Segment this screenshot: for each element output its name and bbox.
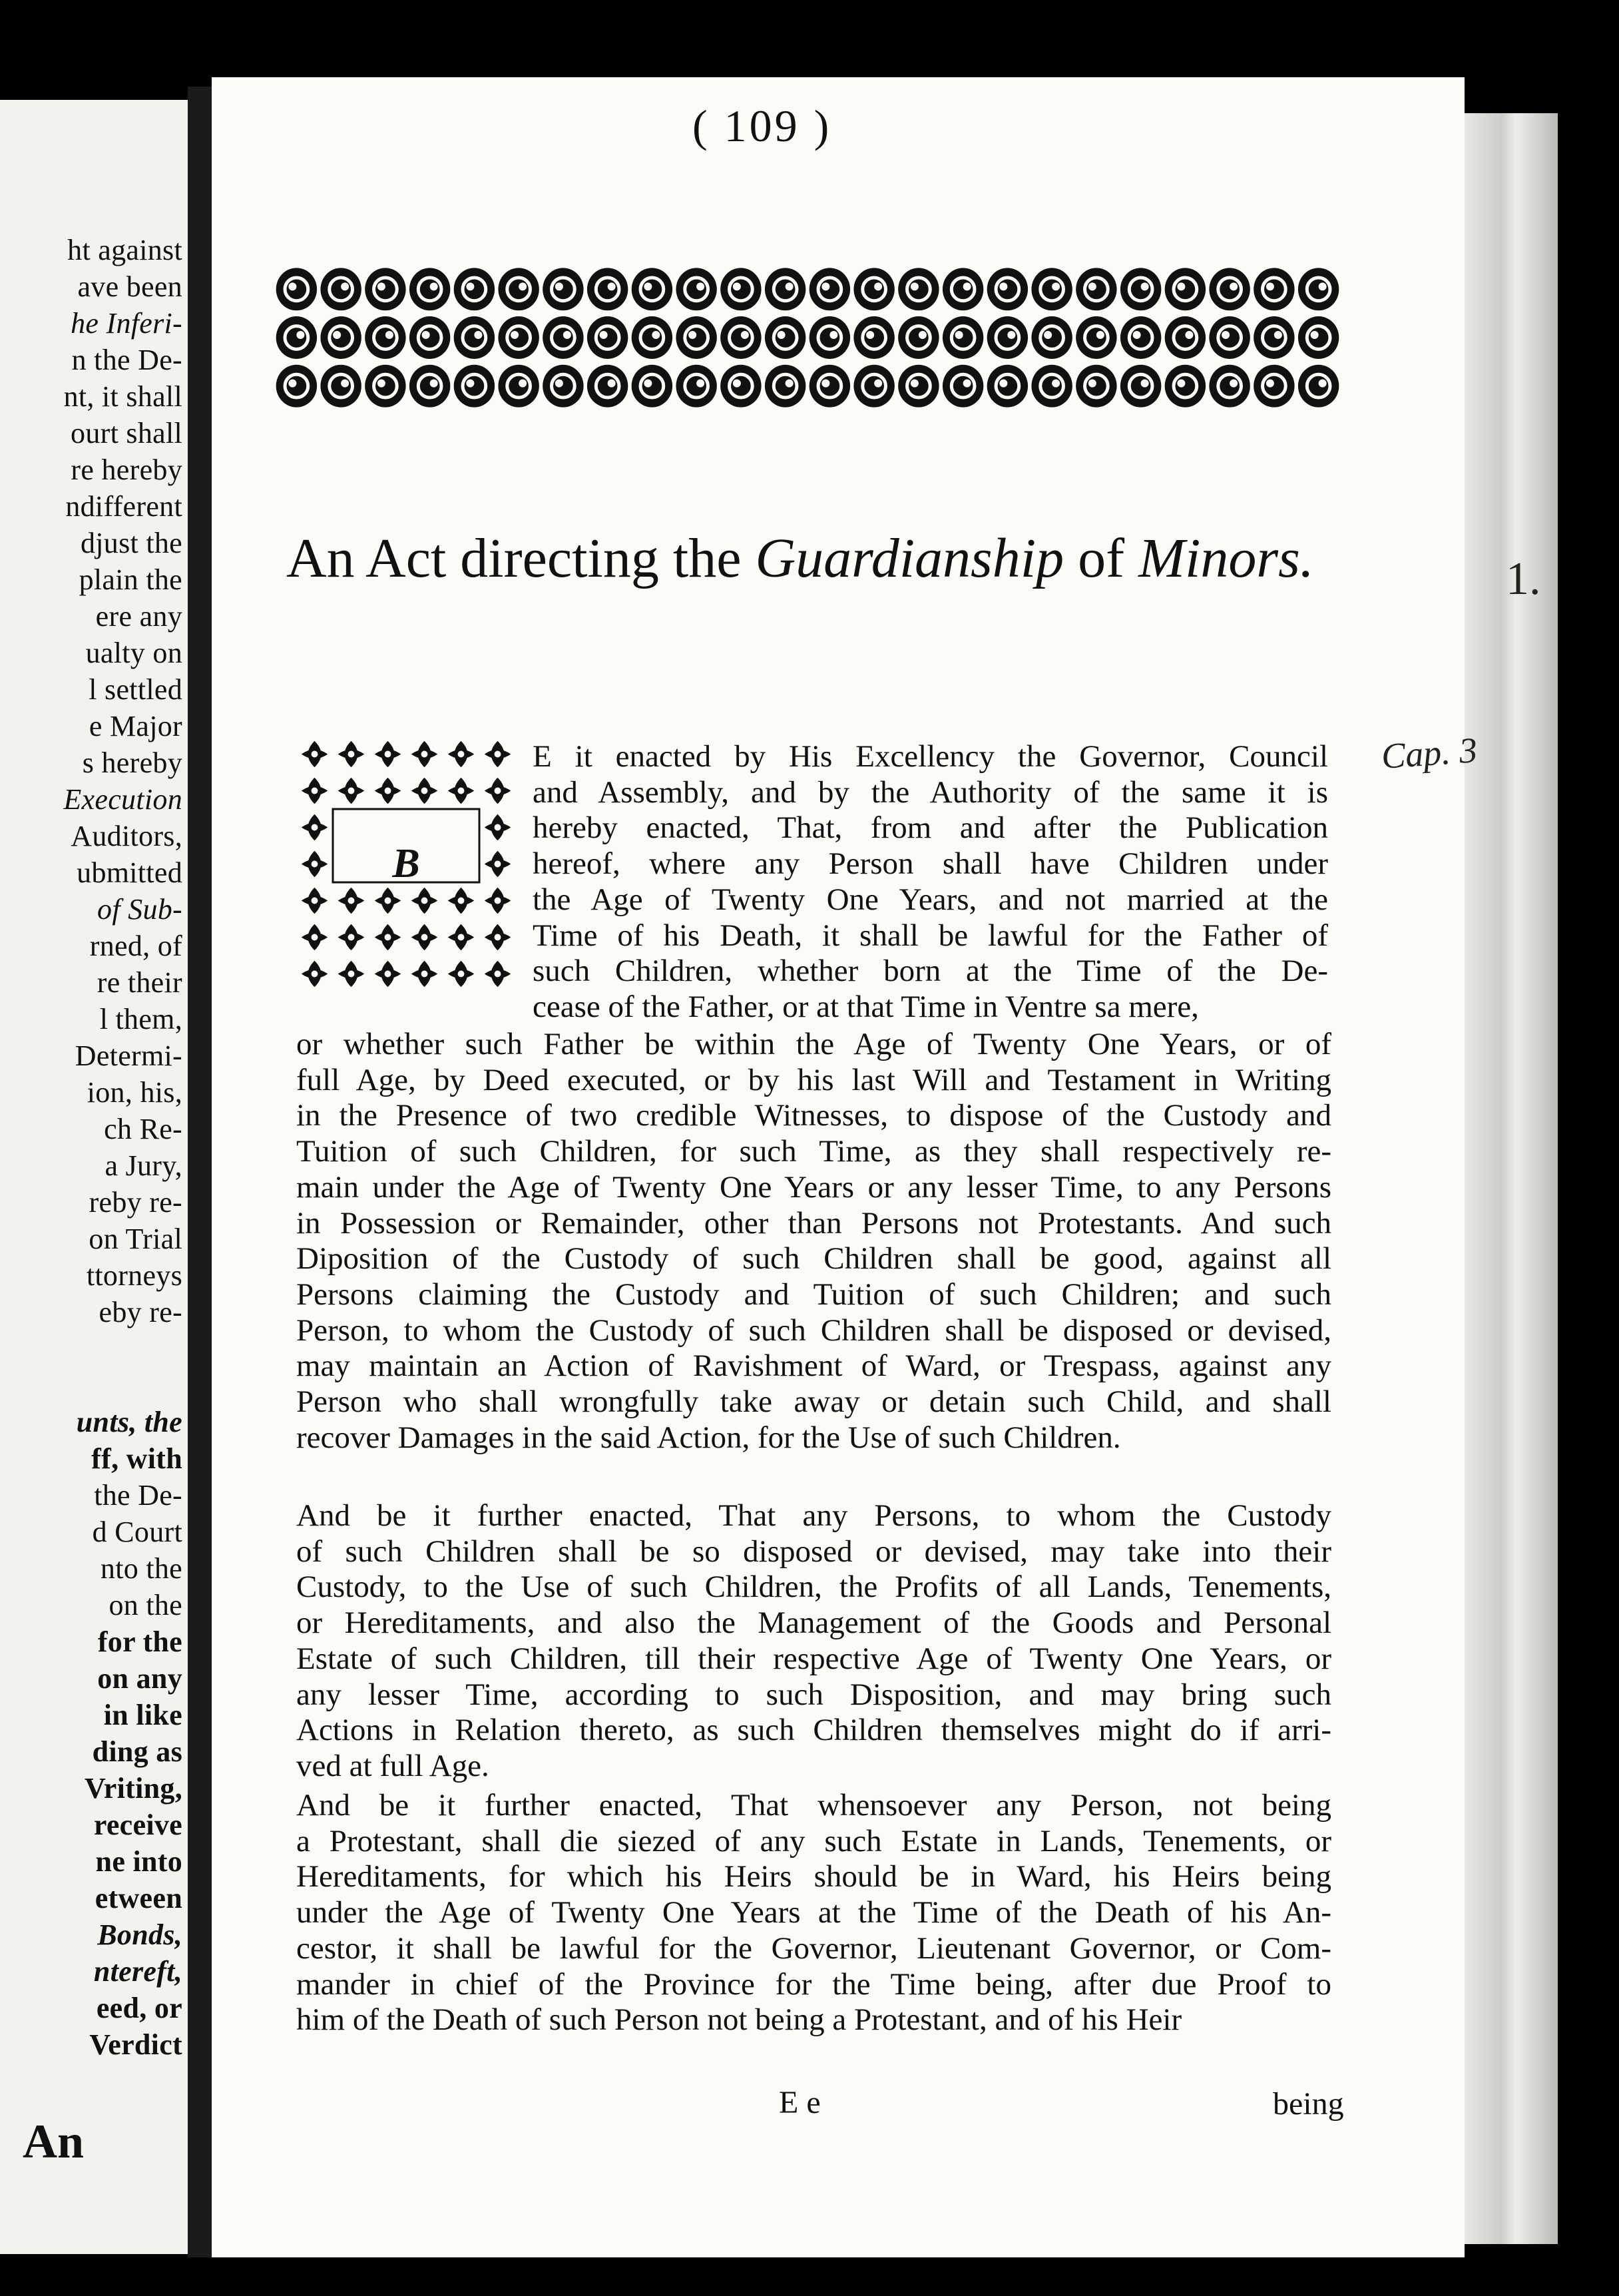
facing-page-line: ding as xyxy=(92,1735,182,1768)
text-line: cease of the Father, or at that Time in Ventre sa mere, xyxy=(533,989,1199,1024)
facing-page-line: ff, with xyxy=(91,1442,182,1475)
flower-ornament xyxy=(987,316,1028,359)
text-line: and Assembly, and by the Authority of the same it is xyxy=(533,774,1328,810)
facing-page-line: ttorneys xyxy=(86,1259,182,1292)
handwritten-margin-mark: 1. xyxy=(1506,553,1541,605)
flower-ornament xyxy=(1120,365,1161,408)
flower-ornament xyxy=(898,316,939,359)
flower-ornament xyxy=(409,268,450,310)
facing-page-line: ntereft, xyxy=(93,1955,182,1988)
flower-ornament xyxy=(1120,268,1161,310)
act-title xyxy=(286,526,1351,591)
flower-ornament xyxy=(1209,316,1250,359)
paragraph-2 xyxy=(296,1498,1331,1785)
handwritten-margin-note: Cap. 3 xyxy=(1380,730,1479,776)
flower-ornament xyxy=(1076,268,1116,310)
flower-ornament xyxy=(810,268,850,310)
flower-ornament xyxy=(632,268,672,310)
facing-page-line: re their xyxy=(97,966,182,999)
flower-ornament xyxy=(676,316,716,359)
facing-page-line: ourt shall xyxy=(71,417,182,449)
flower-ornament xyxy=(320,316,361,359)
page-edge-stack xyxy=(1465,113,1558,2244)
facing-page-line: djust the xyxy=(80,527,182,559)
flower-ornament xyxy=(276,365,317,408)
facing-page-line: a Jury, xyxy=(105,1149,182,1182)
facing-page-line: ne into xyxy=(95,1845,182,1878)
facing-page-line: he Inferi- xyxy=(71,307,182,340)
flower-ornament xyxy=(898,268,939,310)
flower-ornament xyxy=(1165,268,1206,310)
facing-page-line: nto the xyxy=(100,1552,182,1585)
flower-ornament xyxy=(898,365,939,408)
facing-page-line: Determi- xyxy=(75,1039,182,1072)
flower-ornament xyxy=(632,316,672,359)
text-line: any lesser Time, according to such Disposition, and may bring such xyxy=(296,1677,1331,1712)
flower-ornament xyxy=(1209,365,1250,408)
paragraph-3 xyxy=(296,1788,1331,2038)
flower-ornament xyxy=(498,316,539,359)
facing-page-line: in like xyxy=(103,1699,182,1731)
signature-mark: E e xyxy=(779,2085,821,2120)
text-line: or Hereditaments, and also the Management of the Goods and Personal xyxy=(296,1605,1331,1641)
facing-page-line: on Trial xyxy=(89,1223,182,1255)
facing-page-catchword: An xyxy=(23,2115,85,2168)
act-title-of: of xyxy=(1064,527,1139,589)
text-line: Estate of such Children, till their respective Age of Twenty One Years, or xyxy=(296,1641,1331,1676)
text-line: a Protestant, shall die siezed of any such Estate in Lands, Tenements, or xyxy=(296,1823,1331,1859)
flower-ornament xyxy=(320,365,361,408)
flower-ornament xyxy=(1165,316,1206,359)
flower-ornament xyxy=(632,365,672,408)
text-line: or whether such Father be within the Age of Twenty One Years, or of xyxy=(296,1027,1331,1061)
facing-page-line: ere any xyxy=(95,600,182,633)
text-line: Time of his Death, it shall be lawful for the Father of xyxy=(533,918,1328,953)
act-title-minors: Minors. xyxy=(1138,527,1314,589)
text-line: in Possession or Remainder, other than Persons not Protestants. And such xyxy=(296,1205,1331,1241)
scan-border xyxy=(0,2257,1619,2296)
text-line: And be it further enacted, That whensoever any Person, not being xyxy=(296,1788,1331,1823)
text-line: Person, to whom the Custody of such Children shall be disposed or devised, xyxy=(296,1312,1331,1348)
text-line: full Age, by Deed executed, or by his last Will and Testament in Writing xyxy=(296,1062,1331,1097)
flower-ornament xyxy=(720,316,761,359)
paragraph-1-opening xyxy=(533,739,1328,1025)
flower-ornament xyxy=(1031,316,1072,359)
flower-ornament xyxy=(943,268,983,310)
facing-page-line: e Major xyxy=(89,710,182,742)
text-line: the Age of Twenty One Years, and not married at the xyxy=(533,882,1328,917)
facing-page-line: etween xyxy=(95,1882,182,1914)
facing-page-line: d Court xyxy=(92,1516,182,1548)
text-line: may maintain an Action of Ravishment of Ward, or Trespass, against any xyxy=(296,1348,1331,1384)
flower-ornament xyxy=(409,316,450,359)
flower-ornament xyxy=(1298,316,1339,359)
flower-ornament xyxy=(765,316,806,359)
facing-page-line: ndifferent xyxy=(65,490,182,523)
act-title-prefix: An Act directing the xyxy=(286,527,756,589)
text-line: And be it further enacted, That any Persons, to whom the Custody xyxy=(296,1498,1331,1533)
flower-ornament xyxy=(543,365,583,408)
facing-page-line: rned, of xyxy=(89,930,182,962)
flower-ornament xyxy=(1298,365,1339,408)
text-line: Custody, to the Use of such Children, the Profits of all Lands, Tenements, xyxy=(296,1570,1331,1605)
facing-page-line: n the De- xyxy=(71,344,182,376)
flower-ornament xyxy=(498,365,539,408)
text-line: cestor, it shall be lawful for the Governor, Lieutenant Governor, or Com- xyxy=(296,1930,1331,1966)
text-line: in the Presence of two credible Witnesses, to dispose of the Custody and xyxy=(296,1098,1331,1133)
flower-ornament xyxy=(1298,268,1339,310)
flower-ornament xyxy=(1209,268,1250,310)
facing-page-line: ave been xyxy=(77,270,182,303)
catchword: being xyxy=(1273,2086,1344,2122)
facing-page-line: nt, it shall xyxy=(63,380,182,413)
flower-ornament xyxy=(587,365,628,408)
facing-page-line: ion, his, xyxy=(87,1076,182,1109)
text-line: under the Age of Twenty One Years at the Time of the Death of his An- xyxy=(296,1895,1331,1930)
text-line: hereby enacted, That, from and after the Publication xyxy=(533,810,1328,846)
facing-page-line: l settled xyxy=(89,673,182,706)
text-line: Actions in Relation thereto, as such Children themselves might do if arri- xyxy=(296,1713,1331,1748)
flower-ornament xyxy=(676,365,716,408)
facing-page-line: eed, or xyxy=(96,1992,182,2024)
book-gutter xyxy=(188,87,212,2257)
flower-ornament xyxy=(853,316,894,359)
facing-page-line: ubmitted xyxy=(77,856,182,889)
act-title-guardianship: Guardianship xyxy=(755,527,1064,589)
flower-ornament xyxy=(765,268,806,310)
flower-ornament xyxy=(498,268,539,310)
facing-page-line: Auditors, xyxy=(71,820,182,852)
facing-page-line: s hereby xyxy=(82,746,182,779)
facing-page-line: on the xyxy=(109,1589,182,1621)
flower-ornament xyxy=(1254,365,1294,408)
flower-ornament xyxy=(720,365,761,408)
flower-ornament xyxy=(765,365,806,408)
flower-ornament xyxy=(1254,316,1294,359)
text-line: Tuition of such Children, for such Time, as they shall respectively re- xyxy=(296,1134,1331,1169)
flower-ornament xyxy=(454,316,495,359)
facing-page-line: receive xyxy=(93,1809,182,1841)
text-line: such Children, whether born at the Time of the De- xyxy=(533,954,1328,989)
flower-ornament xyxy=(720,268,761,310)
printers-ornament-headpiece xyxy=(274,265,1341,410)
flower-ornament xyxy=(853,365,894,408)
text-line: Persons claiming the Custody and Tuition of such Children; and such xyxy=(296,1277,1331,1312)
flower-ornament xyxy=(1120,316,1161,359)
facing-page-line: l them, xyxy=(99,1003,182,1035)
flower-ornament xyxy=(1254,268,1294,310)
text-line: of such Children shall be so disposed or devised, may take into their xyxy=(296,1534,1331,1569)
facing-page-line: unts, the xyxy=(76,1406,182,1438)
flower-ornament xyxy=(943,365,983,408)
flower-ornament xyxy=(853,268,894,310)
flower-ornament xyxy=(454,365,495,408)
facing-page-line: ualty on xyxy=(85,637,182,669)
drop-initial-letter: B xyxy=(392,841,420,886)
facing-page-line: Bonds, xyxy=(97,1918,182,1951)
flower-ornament xyxy=(1076,316,1116,359)
flower-ornament xyxy=(810,365,850,408)
facing-page-line: ch Re- xyxy=(104,1113,182,1145)
paragraph-1-continued xyxy=(296,1027,1331,1456)
facing-page-line: Verdict xyxy=(89,2028,182,2061)
flower-ornament xyxy=(365,268,405,310)
flower-ornament xyxy=(543,268,583,310)
flower-ornament xyxy=(454,268,495,310)
flower-ornament xyxy=(1031,365,1072,408)
text-line: mander in chief of the Province for the Time being, after due Proof to xyxy=(296,1966,1331,2002)
flower-ornament xyxy=(1031,268,1072,310)
flower-ornament xyxy=(587,316,628,359)
flower-ornament xyxy=(1076,365,1116,408)
facing-page-line: Execution xyxy=(63,783,182,816)
flower-ornament xyxy=(409,365,450,408)
flower-ornament xyxy=(276,316,317,359)
flower-ornament xyxy=(1165,365,1206,408)
facing-page-line: the De- xyxy=(94,1479,182,1512)
facing-page-line: re hereby xyxy=(71,453,182,486)
text-line: Hereditaments, for which his Heirs should be in Ward, his Heirs being xyxy=(296,1859,1331,1894)
page-number: ( 109 ) xyxy=(692,101,832,151)
facing-page-line: of Sub- xyxy=(97,893,182,926)
text-line: him of the Death of such Person not being a Protestant, and of his Heir xyxy=(296,2002,1182,2038)
text-line: hereof, where any Person shall have Children under xyxy=(533,846,1328,882)
ornamental-drop-initial xyxy=(296,736,516,992)
flower-ornament xyxy=(987,365,1028,408)
text-line: Person who shall wrongfully take away or detain such Child, and shall xyxy=(296,1384,1331,1420)
facing-page-line: eby re- xyxy=(99,1296,182,1328)
flower-ornament xyxy=(543,316,583,359)
text-line: Diposition of the Custody of such Children shall be good, against all xyxy=(296,1241,1331,1277)
flower-ornament xyxy=(943,316,983,359)
flower-ornament xyxy=(365,316,405,359)
text-line: main under the Age of Twenty One Years or any lesser Time, to any Persons xyxy=(296,1169,1331,1205)
flower-ornament xyxy=(987,268,1028,310)
flower-ornament xyxy=(365,365,405,408)
flower-ornament xyxy=(276,268,317,310)
text-line: ved at full Age. xyxy=(296,1748,489,1783)
flower-ornament xyxy=(587,268,628,310)
text-line: recover Damages in the said Action, for the Use of such Children. xyxy=(296,1420,1121,1455)
flower-ornament xyxy=(676,268,716,310)
facing-page-line: plain the xyxy=(79,563,182,596)
facing-page-line: Vriting, xyxy=(84,1772,182,1805)
facing-page-line: reby re- xyxy=(89,1186,182,1219)
facing-page-line: on any xyxy=(97,1662,182,1695)
facing-page-line: for the xyxy=(97,1625,182,1658)
facing-page-line: ht against xyxy=(67,234,182,266)
flower-ornament xyxy=(320,268,361,310)
text-line: E it enacted by His Excellency the Governor, Council xyxy=(533,739,1328,774)
flower-ornament xyxy=(810,316,850,359)
facing-page-fragment xyxy=(0,100,188,2254)
